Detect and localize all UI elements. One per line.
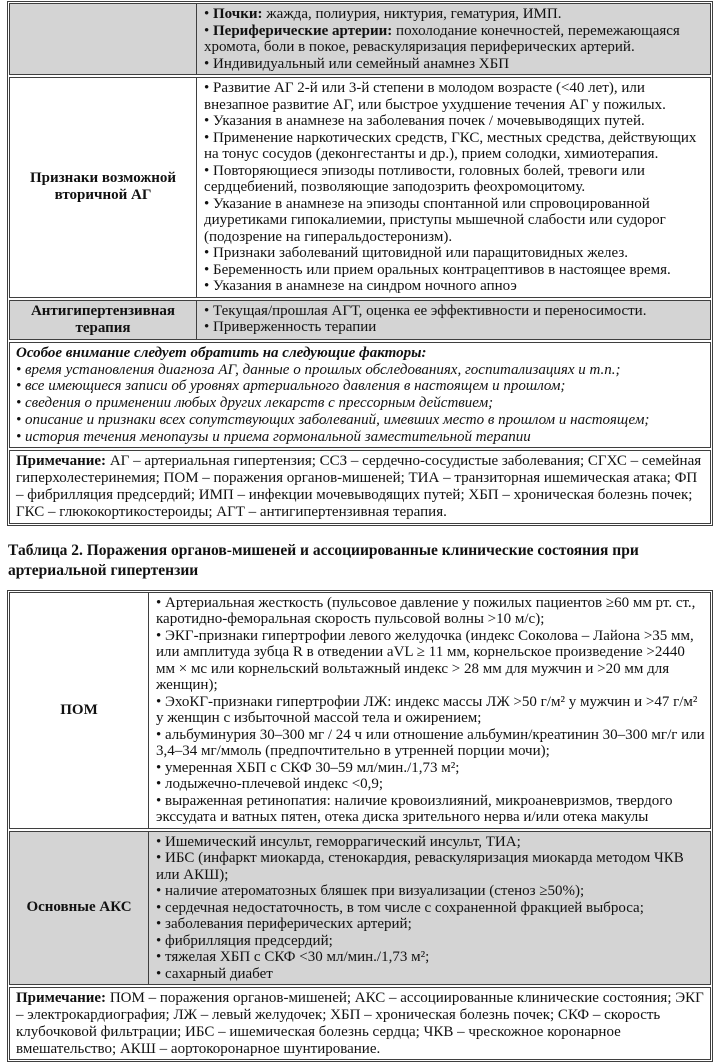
- note-row: [9, 450, 711, 523]
- bullet-item: • ЭКГ-признаки гипертрофии левого желудочка (индекс Соколова – Лайона >35 мм, или амплитуда зубца R в отведении aVL ≥ 11 мм, корнельское произведение >2440 мм × мс или корнельский вольтажный индекс > 28 мм для мужчин и >20 мм для женщин);: [156, 627, 694, 694]
- bullet-item: • тяжелая ХБП с СКФ <30 мл/мин./1,73 м²;: [156, 949, 430, 966]
- bullet-item: • Беременность или прием оральных контрацептивов в настоящее время.: [204, 261, 671, 278]
- bullet-item: • ЭхоКГ-признаки гипертрофии ЛЖ: индекс массы ЛЖ >50 г/м² у мужчин и >47 г/м² у женщин с избыточной массой тела и ожирением;: [156, 693, 698, 727]
- bullet-item: • ИБС (инфаркт миокарда, стенокардия, реваскуляризация миокарда методом ЧКВ или АКШ);: [156, 850, 684, 883]
- bullet-item: • заболевания периферических артерий;: [156, 916, 412, 933]
- table-2: [7, 590, 713, 1062]
- bullet-item: • Приверженность терапии: [204, 319, 377, 335]
- note-text: Примечание: ПОМ – поражения органов-мишеней; АКС – ассоциированные клинические состояния; ЭКГ – электрокардиография; ЛЖ – левый желудочек; ХБП – хроническая болезнь почек; СКФ – скорость клубочковой фильтрации; ИБС – ишемическая болезнь сердца; ЧКВ – чрескожное коронарное вмешательство; АКШ – аортокоронарное шунтирование.: [16, 990, 704, 1057]
- emphasis-row: [9, 342, 711, 449]
- table-row: [9, 300, 711, 340]
- bullet-item: • умеренная ХБП с СКФ 30–59 мл/мин./1,73 м²;: [156, 759, 460, 776]
- bullet-item: • сведения о применении любых других лекарств с прессорным действием;: [16, 395, 494, 412]
- table-1: [7, 1, 713, 526]
- bullet-item: • Указания в анамнезе на заболевания почек / мочевыводящих путей.: [204, 113, 645, 129]
- bullet-item: • Повторяющиеся эпизоды потливости, головных болей, тревоги или сердцебиений, позволяющие заподозрить феохромоцитому.: [204, 162, 645, 195]
- bullet-item: • история течения менопаузы и приема гормональной заместительной терапии: [16, 428, 531, 445]
- bullet-item: • Артериальная жесткость (пульсовое давление у пожилых пациентов ≥60 мм рт. ст., каротидно-феморальная скорость пульсовой волны >10 м/с);: [156, 594, 696, 628]
- row-content-cell: [197, 4, 710, 74]
- bullet-item: • описание и признаки всех сопутствующих заболеваний, имевших место в прошлом и настоящем;: [16, 411, 650, 428]
- bullet-item: • наличие атероматозных бляшек при визуализации (стеноз ≥50%);: [156, 883, 585, 900]
- row-label-cell: [10, 4, 197, 74]
- row-content-cell: [197, 78, 710, 297]
- bullet-item: • Текущая/прошлая АГТ, оценка ее эффективности и переносимости.: [204, 302, 647, 319]
- bullet-bold-prefix: Почки:: [213, 6, 263, 22]
- table-row: [9, 3, 711, 75]
- bullet-item: • Развитие АГ 2-й или 3-й степени в молодом возрасте (<40 лет), или внезапное развитие АГ, или быстрое ухудшение течения АГ у пожилых.: [204, 80, 666, 113]
- bullet-item: • сердечная недостаточность, в том числе с сохраненной фракцией выброса;: [156, 899, 644, 916]
- bullet-item: • Указания в анамнезе на синдром ночного апноэ: [204, 278, 517, 294]
- row-label-cell: Признаки возможной вторичной АГ: [10, 78, 197, 297]
- bullet-item: • фибрилляция предсердий;: [156, 932, 333, 949]
- bullet-item: • альбуминурия 30–300 мг / 24 ч или отношение альбумин/креатинин 30–300 мг/г или 3,4–34 мг/ммоль (предпочтительно в утренней порции мочи);: [156, 726, 705, 760]
- row-label-cell: Антигипертензивная терапия: [10, 301, 197, 339]
- emphasis-header: Особое внимание следует обратить на следующие факторы:: [16, 344, 427, 361]
- bullet-item: • Ишемический инсульт, геморрагический инсульт, ТИА;: [156, 833, 521, 850]
- bullet-item: • лодыжечно-плечевой индекс <0,9;: [156, 776, 384, 793]
- row-content-cell: [149, 832, 710, 985]
- row-content-cell: [149, 593, 710, 828]
- bullet-item: • время установления диагноза АГ, данные о прошлых обследованиях, госпитализациях и т.п.;: [16, 361, 621, 378]
- bullet-item: • Признаки заболеваний щитовидной или паращитовидных желез.: [204, 245, 629, 261]
- note-row: [9, 987, 711, 1060]
- bullet-item: • сахарный диабет: [156, 965, 273, 982]
- note-label: Примечание:: [16, 990, 107, 1007]
- table-row: [9, 831, 711, 986]
- table-row: [9, 77, 711, 298]
- bullet-item: • Применение наркотических средств, ГКС, местных средства, действующих на тонус сосудов (деконгестанты и др.), прием солодки, химиотерапия.: [204, 129, 697, 162]
- bullet-item: • Указание в анамнезе на эпизоды спонтанной или спровоцированной диуретиками гипокалиемии, приступы мышечной слабости или судорог (подозрение на гиперальдостеронизм).: [204, 195, 666, 245]
- row-label-cell: ПОМ: [10, 593, 149, 828]
- bullet-bold-prefix: Периферические артерии:: [213, 22, 393, 39]
- bullet-item: • все имеющиеся записи об уровнях артериального давления в настоящем и прошлом;: [16, 378, 566, 395]
- bullet-item: • Периферические артерии: похолодание конечностей, перемежающаяся хромота, боли в покое, реваскуляризация периферических артерий.: [204, 22, 680, 55]
- note-label: Примечание:: [16, 453, 107, 470]
- row-label-cell: Основные АКС: [10, 832, 149, 985]
- bullet-item: • Почки: жажда, полиурия, никтурия, гематурия, ИМП.: [204, 6, 562, 22]
- row-content-cell: [197, 301, 710, 339]
- bullet-item: • выраженная ретинопатия: наличие кровоизлияний, микроаневризмов, твердого экссудата и ватных пятен, отека диска зрительного нерва и/или отека макулы: [156, 792, 673, 826]
- table-row: [9, 592, 711, 829]
- note-text: Примечание: АГ – артериальная гипертензия; ССЗ – сердечно-сосудистые заболевания; СГХС – семейная гиперхолестеринемия; ПОМ – поражения органов-мишеней; ТИА – транзиторная ишемическая атака; ФП – фибрилляция предсердий; ИМП – инфекции мочевыводящих путей; ХБП – хроническая болезнь почек; ГКС – глюкокортикостероиды; АГТ – антигипертензивная терапия.: [16, 453, 702, 520]
- table2-title: Таблица 2. Поражения органов-мишеней и ассоциированные клинические состояния при артериальной гипертензии: [8, 541, 639, 579]
- bullet-item: • Индивидуальный или семейный анамнез ХБП: [204, 55, 510, 72]
